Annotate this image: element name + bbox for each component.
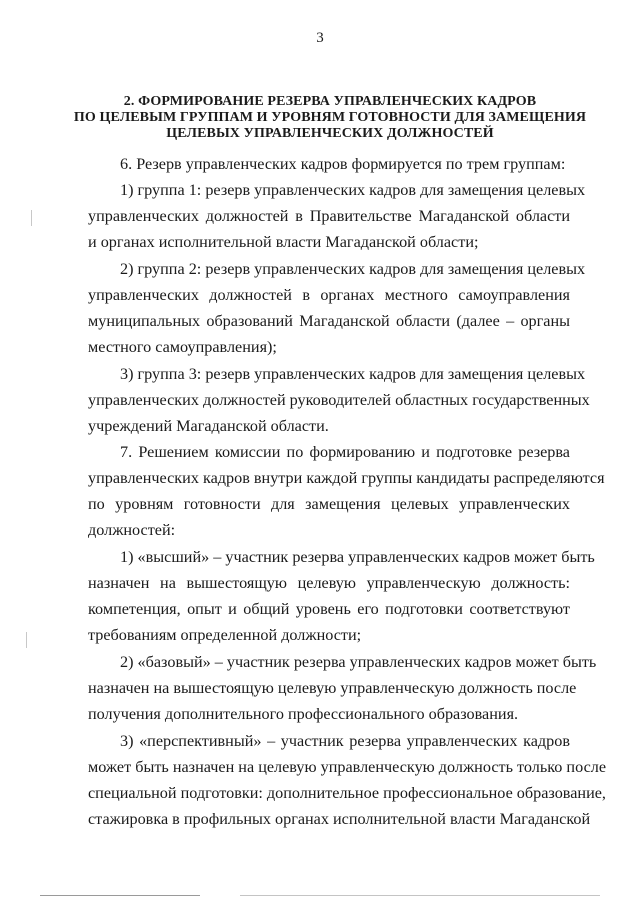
section-heading: [60, 94, 600, 142]
body-line: 7. Решением комиссии по формированию и подготовке резерва: [120, 443, 570, 461]
body-line: управленческих кадров внутри каждой группы кандидаты распределяются: [88, 469, 605, 487]
bottom-edge-line: [240, 895, 600, 896]
body-line: по уровням готовности для замещения целевых управленческих: [88, 495, 570, 513]
body-line: и органах исполнительной власти Магаданской области;: [88, 233, 479, 251]
body-line: может быть назначен на целевую управленческую должность только после: [88, 758, 607, 776]
body-line: 2) «базовый» – участник резерва управленческих кадров может быть: [120, 653, 597, 671]
body-line: управленческих должностей в органах местного самоуправления: [88, 286, 570, 304]
body-line: получения дополнительного профессионального образования.: [88, 705, 519, 723]
body-line: 6. Резерв управленческих кадров формируется по трем группам:: [120, 155, 566, 173]
section-heading-line-1: 2. ФОРМИРОВАНИЕ РЕЗЕРВА УПРАВЛЕНЧЕСКИХ КАДРОВ: [123, 94, 537, 109]
page-number: 3: [316, 30, 324, 46]
section-heading-line-3: ЦЕЛЕВЫХ УПРАВЛЕНЧЕСКИХ ДОЛЖНОСТЕЙ: [166, 126, 494, 141]
body-line: должностей:: [88, 521, 176, 539]
body-line: 2) группа 2: резерв управленческих кадров для замещения целевых: [120, 260, 586, 278]
body-line: учреждений Магаданской области.: [88, 417, 329, 435]
body-line: назначен на вышестоящую целевую управленческую должность:: [88, 574, 570, 592]
body-line: 3) «перспективный» – участник резерва управленческих кадров: [120, 732, 570, 750]
body-line: управленческих должностей в Правительстве Магаданской области: [88, 207, 570, 225]
body-line: специальной подготовки: дополнительное профессиональное образование,: [88, 784, 606, 802]
body-line: местного самоуправления);: [88, 338, 277, 356]
scan-mark: [26, 632, 27, 648]
body-line: 1) группа 1: резерв управленческих кадров для замещения целевых: [120, 181, 586, 199]
body-line: назначен на вышестоящую целевую управленческую должность после: [88, 679, 577, 697]
body-line: управленческих должностей руководителей областных государственных: [88, 391, 590, 409]
body-line: 3) группа 3: резерв управленческих кадров для замещения целевых: [120, 365, 586, 383]
bottom-edge-line: [40, 895, 200, 896]
body-line: компетенция, опыт и общий уровень его подготовки соответствуют: [88, 600, 570, 618]
scan-mark: [31, 210, 32, 226]
section-heading-line-2: ПО ЦЕЛЕВЫМ ГРУППАМ И УРОВНЯМ ГОТОВНОСТИ ДЛЯ ЗАМЕЩЕНИЯ: [73, 110, 587, 125]
body-line: 1) «высший» – участник резерва управленческих кадров может быть: [120, 548, 595, 566]
body-line: стажировка в профильных органах исполнительной власти Магаданской: [88, 810, 591, 828]
body-line: муниципальных образований Магаданской области (далее – органы: [88, 312, 570, 330]
body-line: требованиям определенной должности;: [88, 626, 362, 644]
